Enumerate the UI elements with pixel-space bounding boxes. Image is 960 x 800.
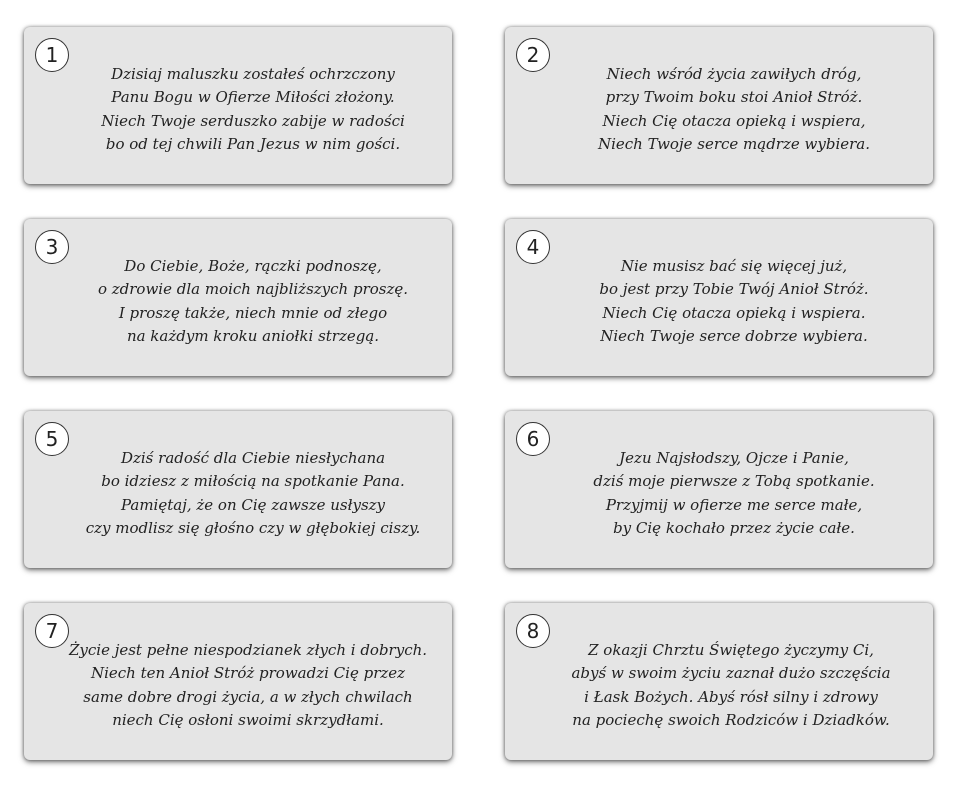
verse-text: [64, 219, 442, 376]
verse-line: bo jest przy Tobie Twój Anioł Stróż.: [599, 280, 869, 298]
verse-line: bo od tej chwili Pan Jezus w nim gości.: [105, 135, 401, 153]
number-badge: 6: [516, 422, 550, 456]
verse-line: na pociechę swoich Rodziców i Dziadków.: [572, 711, 890, 729]
number-badge: 8: [516, 614, 550, 648]
verse-line: Życie jest pełne niespodzianek złych i dobrych.: [68, 640, 428, 659]
verse-card-1: [24, 27, 452, 184]
verse-line: bo idziesz z miłością na spotkanie Pana.: [101, 472, 405, 490]
verse-line: abyś w swoim życiu zaznał dużo szczęścia: [571, 664, 891, 682]
verse-line: Niech Cię otacza opieką i wspiera.: [602, 303, 866, 322]
verse-line: na każdym kroku aniołki strzegą.: [126, 327, 380, 345]
verse-line: same dobre drogi życia, a w złych chwilach: [83, 687, 413, 706]
verse-line: Niech wśród życia zawiłych dróg,: [606, 64, 862, 83]
verse-line: Do Ciebie, Boże, rączki podnoszę,: [124, 256, 382, 275]
verse-line: niech Cię osłoni swoimi skrzydłami.: [112, 711, 384, 729]
verse-line: I proszę także, niech mnie od złego: [118, 303, 388, 322]
verse-line: o zdrowie dla moich najbliższych proszę.: [97, 280, 409, 298]
verse-line: Pamiętaj, że on Cię zawsze usłyszy: [120, 495, 386, 514]
number-badge: 7: [35, 614, 69, 648]
verse-line: by Cię kochało przez życie całe.: [613, 519, 855, 537]
verse-text: [64, 411, 442, 568]
verse-line: czy modlisz się głośno czy w głębokiej ciszy.: [85, 519, 421, 537]
verse-line: Niech Twoje serce mądrze wybiera.: [597, 135, 870, 153]
verse-text: [54, 603, 442, 760]
verse-line: Niech Twoje serduszko zabije w radości: [101, 111, 405, 130]
verse-text: [64, 27, 442, 184]
verse-line: Jezu Najsłodszy, Ojcze i Panie,: [619, 448, 849, 467]
verse-text: [539, 603, 923, 760]
number-badge: 5: [35, 422, 69, 456]
verse-card-8: [505, 603, 933, 760]
verse-line: przy Twoim boku stoi Anioł Stróż.: [605, 88, 863, 106]
verse-card-5: [24, 411, 452, 568]
verse-card-6: [505, 411, 933, 568]
verse-text: [545, 27, 923, 184]
verse-text: [545, 411, 923, 568]
verse-line: Niech Cię otacza opieką i wspiera,: [602, 111, 866, 130]
verse-line: Nie musisz bać się więcej już,: [620, 256, 848, 275]
verse-line: dziś moje pierwsze z Tobą spotkanie.: [593, 472, 875, 490]
number-badge: 4: [516, 230, 550, 264]
verse-line: Dzisiaj maluszku zostałeś ochrzczony: [111, 64, 395, 83]
verse-card-2: [505, 27, 933, 184]
verse-line: Dziś radość dla Ciebie niesłychana: [120, 448, 386, 467]
verse-line: Przyjmij w ofierze me serce małe,: [605, 495, 863, 514]
number-badge: 3: [35, 230, 69, 264]
verse-line: Panu Bogu w Ofierze Miłości złożony.: [111, 88, 395, 106]
verse-card-4: [505, 219, 933, 376]
verse-card-3: [24, 219, 452, 376]
number-badge: 1: [35, 38, 69, 72]
verse-line: Z okazji Chrztu Świętego życzymy Ci,: [588, 640, 874, 659]
verse-text: [545, 219, 923, 376]
verse-line: Niech Twoje serce dobrze wybiera.: [600, 327, 868, 345]
number-badge: 2: [516, 38, 550, 72]
verse-card-7: [24, 603, 452, 760]
verse-line: Niech ten Anioł Stróż prowadzi Cię przez: [90, 664, 406, 682]
verse-line: i Łask Bożych. Abyś rósł silny i zdrowy: [584, 687, 878, 706]
